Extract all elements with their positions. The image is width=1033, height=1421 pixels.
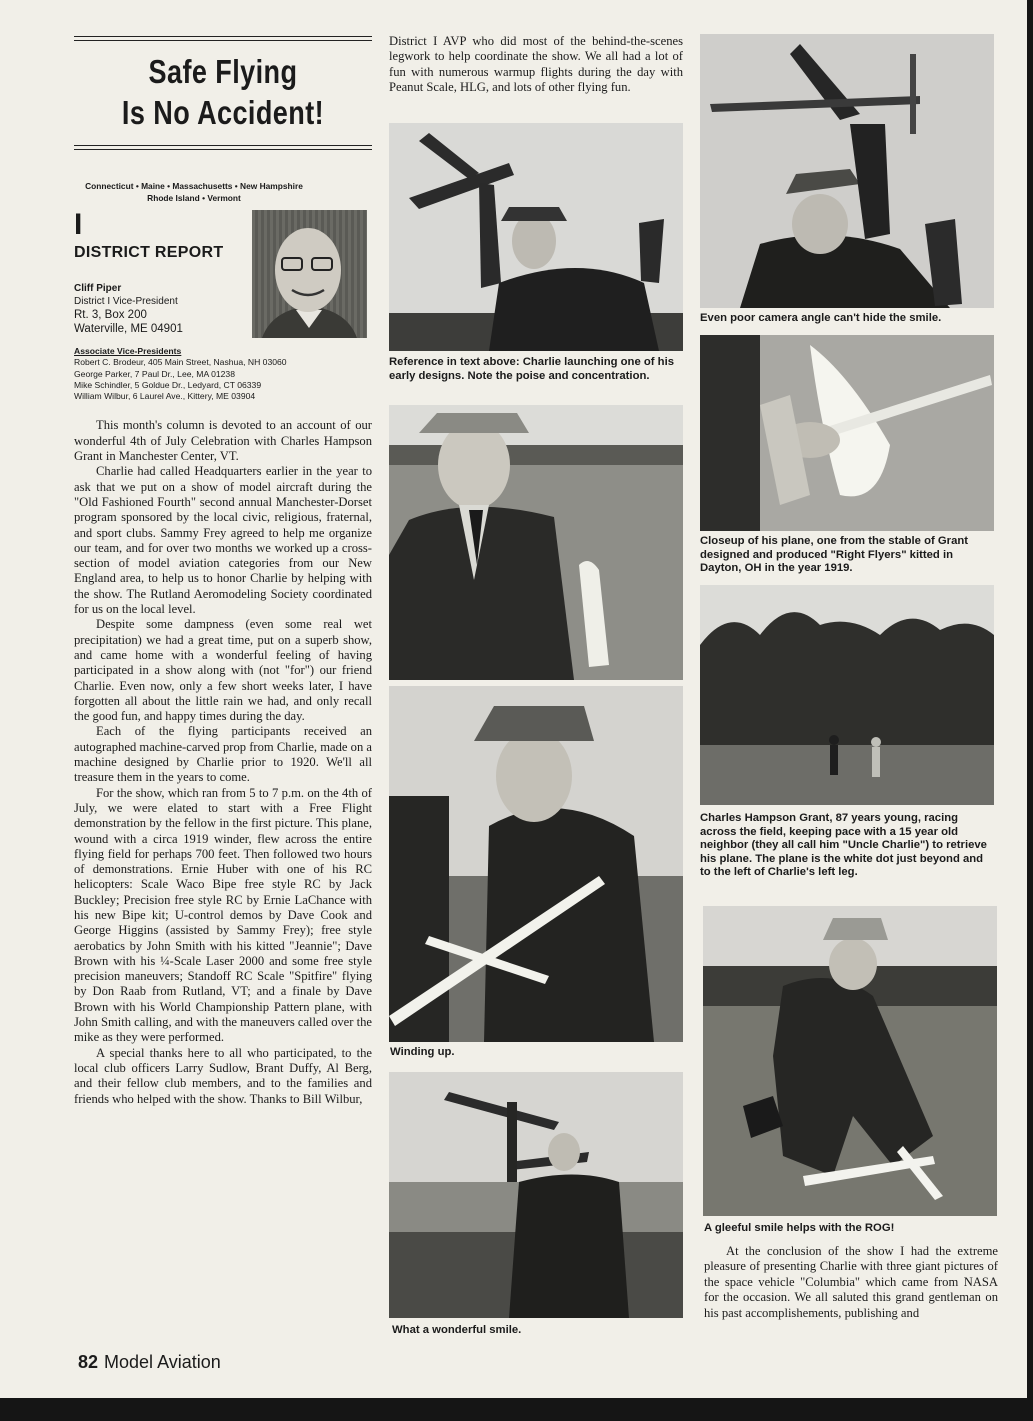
paragraph: Charlie had called Headquarters earlier in the year to ask that we put on a show of model aircraft during the "Old Fashioned Fourth" second annual Manchester-Dorset program sponsored by the local civic, religious, fraternal, and sport clubs. Sammy Frey agreed to help me organize our team, and for over two months we worked up a cross-section of model aviation categories from our New England area, to help us to honor Charlie by helping with the show. The Rutland Aeromodeling Society coordinated for us on the local level.: [74, 464, 372, 617]
associate-vps: [74, 346, 372, 402]
caption-camera-angle: Even poor camera angle can't hide the smile.: [700, 312, 942, 324]
district-report-header: [74, 210, 372, 340]
states-line-2: Rhode Island • Vermont: [147, 193, 241, 203]
caption-winding-up: Winding up.: [390, 1046, 455, 1058]
vp-name: Cliff Piper: [74, 283, 122, 294]
magazine-name: Model Aviation: [104, 1352, 221, 1372]
headline-rule-bottom: [74, 145, 372, 150]
page-number: 82: [78, 1352, 99, 1372]
caption-racing-field: Charles Hampson Grant, 87 years young, racing across the field, keeping pace with a 15 year old neighbor (they all call him "Uncle Charlie") to retrieve his plane. The plane is the white dot just beyond and to the left of Charlie's left leg.: [700, 812, 987, 879]
vp-address-line-2: Waterville, ME 04901: [74, 323, 183, 335]
paragraph: For the show, which ran from 5 to 7 p.m. on the 4th of July, we were elated to start with a Free Flight demonstration by the fellow in the first picture. This plane, wound with a circa 1919 winder, flew across the entire flying field for perhaps 700 feet. Then followed two hours of demonstrations. Ernie Huber with one of his RC helicopters: Scale Waco Bipe free style RC by Jack Buckley; Precision free style RC by Ernie LaChance with his new Bipe kit; U-control demos by Dave Cook and George Higgins (assisted by Sammy Frey); free style aerobatics by John Smith with his kitted "Jeannie"; Dave Brown with his ¼-Scale Laser 2000 and some free style precision maneuvers; Standoff RC Scale "Spitfire" flying by Don Raab from Rutland, VT; and a finale by Dave Brown with his World Championship Pattern plane, with John Smith calling, and with the maneuvers called over the mike as they were performed.: [74, 785, 372, 1045]
district-states: [74, 180, 314, 204]
caption-rog: A gleeful smile helps with the ROG!: [704, 1222, 895, 1234]
paragraph: This month's column is devoted to an account of our wonderful 4th of July Celebration with Charles Hampson Grant in Manchester Center, VT.: [74, 418, 372, 464]
article-body: [74, 418, 372, 1106]
page-folio: [78, 1352, 221, 1373]
continued-text: District I AVP who did most of the behind-the-scenes legwork to help coordinate the show. We all had a lot of fun with numerous warmup flights during the day with Peanut Scale, HLG, and lots of other flying fun.: [389, 34, 683, 94]
photo-racing-field: [700, 585, 994, 805]
vp-title: District I Vice-President: [74, 296, 178, 307]
district-number: I: [74, 208, 83, 241]
assoc-line: William Wilbur, 6 Laurel Ave., Kittery, ME 03904: [74, 391, 256, 402]
paragraph: Despite some dampness (even some real wet precipitation) we had a great time, put on a superb show, and came home with a wonderful feeling of having participated in a show along with (not "for") our friend Charlie. Even now, only a few short weeks later, I have forgotten all about the little rain we had, and only recall the good fun, and happy times during the day.: [74, 617, 372, 724]
photo-rog: [703, 906, 997, 1216]
headline: [101, 51, 345, 133]
photo-launch: [389, 123, 683, 351]
paragraph: A special thanks here to all who participated, to the local club officers Larry Sudlow, Brant Duffy, Al Berg, and their fellow club members, and to the families and friends who helped with the show. Thanks to Bill Wilbur,: [74, 1045, 372, 1106]
author-portrait-photo: [252, 210, 367, 338]
photo-winding-up: [389, 686, 683, 1042]
vice-president-block: [74, 282, 183, 336]
paragraph: Each of the flying participants received an autographed machine-carved prop from Charlie, made on a machine designed by Charlie prior to 1920. We'll all treasure them in the years to come.: [74, 724, 372, 785]
headline-line-1: Safe Flying: [148, 53, 298, 90]
caption-plane-closeup: Closeup of his plane, one from the stable of Grant designed and produced "Right Flyers" kitted in Dayton, OH in the year 1919.: [700, 535, 969, 575]
headline-rule-top: [74, 36, 372, 41]
vp-address-line-1: Rt. 3, Box 200: [74, 309, 147, 321]
paragraph: At the conclusion of the show I had the extreme pleasure of presenting Charlie with three giant pictures of the space vehicle "Columbia" which came from NASA for the occasion. We all saluted this grand gentleman on his past accomplishements, publishing and: [704, 1244, 998, 1320]
left-column: [74, 36, 372, 1107]
assoc-heading: Associate Vice-Presidents: [74, 346, 182, 356]
caption-wonderful-smile: What a wonderful smile.: [392, 1324, 522, 1336]
headline-line-2: Is No Accident!: [121, 94, 325, 131]
district-report-label: DISTRICT REPORT: [74, 244, 224, 261]
photo-portrait-field: [389, 405, 683, 680]
closing-text: [704, 1244, 998, 1321]
photo-plane-closeup: [700, 335, 994, 531]
assoc-line: Mike Schindler, 5 Goldue Dr., Ledyard, CT 06339: [74, 379, 262, 390]
photo-wonderful-smile: [389, 1072, 683, 1318]
photo-camera-angle: [700, 34, 994, 308]
caption-launch: Reference in text above: Charlie launching one of his early designs. Note the poise and concentration.: [389, 356, 674, 382]
states-line-1: Connecticut • Maine • Massachusetts • New Hampshire: [85, 181, 303, 191]
assoc-line: George Parker, 7 Paul Dr., Lee, MA 01238: [74, 368, 235, 379]
middle-column: [389, 34, 683, 95]
assoc-line: Robert C. Brodeur, 405 Main Street, Nashua, NH 03060: [74, 357, 287, 368]
